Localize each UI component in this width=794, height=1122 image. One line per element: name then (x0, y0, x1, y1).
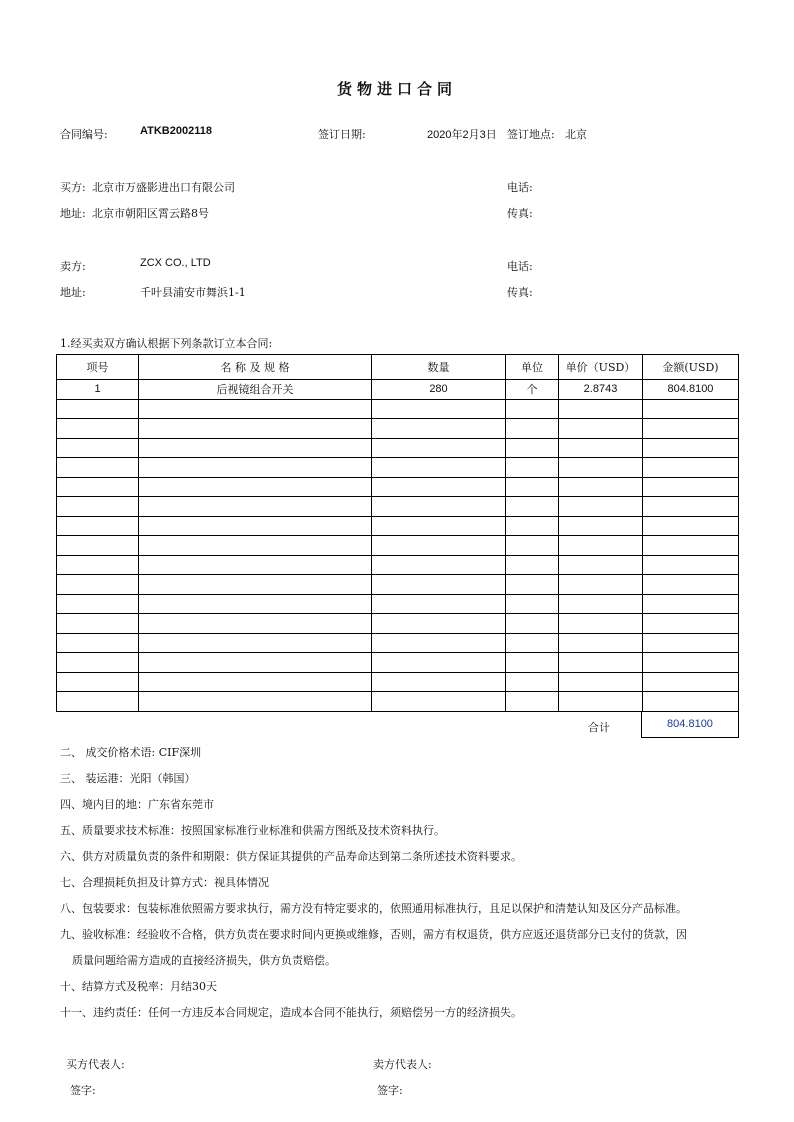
table-row-empty (57, 594, 739, 614)
clause-7: 七、合理损耗负担及计算方式：视具体情况 (60, 876, 269, 889)
table-cell-empty (643, 575, 739, 595)
clause-2: 二、 成交价格术语: CIF深圳 (60, 746, 202, 759)
table-cell-empty (506, 614, 559, 634)
clause-9-continued: 质量问题给需方造成的直接经济损失，供方负责赔偿。 (72, 954, 336, 967)
table-row-empty (57, 419, 739, 439)
table-cell-empty (57, 536, 139, 556)
table-cell-empty (559, 614, 643, 634)
table-cell-empty (139, 555, 372, 575)
contract-no: ATKB2002118 (140, 125, 212, 137)
clause-8: 八、包装要求：包装标准依照需方要求执行，需方没有特定要求的，依照通用标准执行，且足以保护和清楚认知及区分产品标准。 (60, 902, 687, 915)
col-header-name-spec: 名 称 及 规 格 (139, 355, 372, 380)
table-cell-empty (372, 653, 506, 673)
table-cell-empty (559, 536, 643, 556)
table-cell-empty (643, 692, 739, 712)
table-cell-empty (559, 438, 643, 458)
table-cell-empty (643, 497, 739, 517)
buyer-phone-label: 电话: (507, 181, 533, 194)
table-cell-empty (506, 672, 559, 692)
table-cell-empty (57, 614, 139, 634)
cell-amount: 804.8100 (643, 380, 739, 400)
table-cell-empty (372, 458, 506, 478)
seller-signature-label: 签字: (377, 1084, 403, 1097)
table-cell-empty (372, 672, 506, 692)
table-row-empty (57, 633, 739, 653)
table-cell-empty (643, 633, 739, 653)
cell-item-no: 1 (57, 380, 139, 400)
table-cell-empty (643, 516, 739, 536)
table-cell-empty (57, 555, 139, 575)
buyer-fax-label: 传真: (507, 207, 533, 220)
seller-fax-label: 传真: (507, 286, 533, 299)
table-cell-empty (643, 614, 739, 634)
table-cell-empty (139, 438, 372, 458)
table-cell-empty (372, 419, 506, 439)
table-row-empty (57, 399, 739, 419)
table-cell-empty (506, 653, 559, 673)
table-row-empty (57, 497, 739, 517)
table-cell-empty (372, 497, 506, 517)
table-cell-empty (506, 575, 559, 595)
seller-name: ZCX CO., LTD (140, 257, 211, 269)
table-cell-empty (643, 536, 739, 556)
table-cell-empty (506, 536, 559, 556)
table-cell-empty (57, 477, 139, 497)
table-cell-empty (57, 399, 139, 419)
table-cell-empty (559, 458, 643, 478)
clause-4: 四、境内目的地：广东省东莞市 (60, 798, 214, 811)
table-cell-empty (139, 672, 372, 692)
table-row-empty (57, 536, 739, 556)
table-row-empty (57, 516, 739, 536)
table-cell-empty (559, 692, 643, 712)
contract-intro: 1.经买卖双方确认根据下列条款订立本合同: (60, 337, 273, 350)
table-cell-empty (57, 497, 139, 517)
table-cell-empty (506, 692, 559, 712)
table-cell-empty (559, 477, 643, 497)
table-cell-empty (139, 516, 372, 536)
table-cell-empty (139, 653, 372, 673)
clause-11: 十一、违约责任：任何一方违反本合同规定，造成本合同不能执行，须赔偿另一方的经济损失。 (60, 1006, 522, 1019)
cell-quantity: 280 (372, 380, 506, 400)
table-cell-empty (139, 399, 372, 419)
table-cell-empty (506, 458, 559, 478)
table-row-empty (57, 555, 739, 575)
table-row-empty (57, 438, 739, 458)
seller-label: 卖方: (60, 260, 86, 273)
table-cell-empty (372, 614, 506, 634)
table-cell-empty (506, 555, 559, 575)
table-cell-empty (506, 419, 559, 439)
table-cell-empty (139, 477, 372, 497)
table-cell-empty (139, 614, 372, 634)
table-cell-empty (559, 653, 643, 673)
table-cell-empty (139, 536, 372, 556)
table-cell-empty (372, 633, 506, 653)
clause-6: 六、供方对质量负责的条件和期限：供方保证其提供的产品寿命达到第二条所述技术资料要求。 (60, 850, 522, 863)
col-header-unit-price: 单价（USD） (559, 355, 643, 380)
table-cell-empty (506, 516, 559, 536)
sign-date-label: 签订日期: (318, 128, 366, 141)
table-cell-empty (506, 477, 559, 497)
table-cell-empty (139, 575, 372, 595)
table-cell-empty (139, 594, 372, 614)
buyer-representative-label: 买方代表人: (66, 1058, 125, 1071)
table-cell-empty (139, 497, 372, 517)
table-cell-empty (139, 692, 372, 712)
table-cell-empty (372, 438, 506, 458)
table-cell-empty (139, 419, 372, 439)
seller-address: 千叶县浦安市舞浜1-1 (140, 286, 246, 299)
table-cell-empty (559, 594, 643, 614)
table-cell-empty (506, 633, 559, 653)
table-cell-empty (372, 399, 506, 419)
table-cell-empty (559, 633, 643, 653)
buyer-name: 北京市万盛影进出口有限公司 (92, 181, 235, 194)
table-cell-empty (559, 497, 643, 517)
table-cell-empty (506, 438, 559, 458)
table-cell-empty (559, 555, 643, 575)
table-row-empty (57, 692, 739, 712)
table-cell-empty (57, 438, 139, 458)
table-cell-empty (57, 594, 139, 614)
table-cell-empty (372, 536, 506, 556)
table-cell-empty (57, 653, 139, 673)
cell-unit: 个 (506, 380, 559, 400)
table-row-empty (57, 614, 739, 634)
col-header-item-no: 项号 (57, 355, 139, 380)
table-cell-empty (643, 555, 739, 575)
table-cell-empty (506, 399, 559, 419)
col-header-amount: 金额(USD) (643, 355, 739, 380)
buyer-address: 北京市朝阳区霄云路8号 (92, 207, 209, 220)
cell-name-spec: 后视镜组合开关 (139, 380, 372, 400)
contract-title: 货物进口合同 (336, 80, 457, 98)
seller-representative-label: 卖方代表人: (373, 1058, 432, 1071)
cell-unit-price: 2.8743 (559, 380, 643, 400)
table-cell-empty (57, 692, 139, 712)
buyer-address-label: 地址: (60, 207, 86, 220)
table-cell-empty (506, 497, 559, 517)
table-header-row (57, 355, 739, 380)
table-cell-empty (643, 438, 739, 458)
table-cell-empty (643, 419, 739, 439)
table-cell-empty (372, 477, 506, 497)
clause-3: 三、 装运港：光阳（韩国） (60, 772, 196, 785)
table-row (57, 380, 739, 400)
clause-9: 九、验收标准：经验收不合格，供方负责在要求时间内更换或维修，否则，需方有权退货，供方应返还退货部分已支付的货款，因 (60, 928, 687, 941)
table-cell-empty (643, 458, 739, 478)
clause-5: 五、质量要求技术标准：按照国家标准行业标准和供需方图纸及技术资料执行。 (60, 824, 445, 837)
table-cell-empty (57, 458, 139, 478)
table-cell-empty (559, 419, 643, 439)
buyer-signature-label: 签字: (70, 1084, 96, 1097)
sign-date: 2020年2月3日 (427, 129, 497, 141)
table-cell-empty (372, 575, 506, 595)
table-cell-empty (139, 633, 372, 653)
sign-place: 北京 (565, 128, 587, 141)
buyer-label: 买方: (60, 181, 86, 194)
table-cell-empty (559, 399, 643, 419)
table-row-empty (57, 477, 739, 497)
total-label: 合计 (588, 721, 610, 734)
table-cell-empty (643, 653, 739, 673)
table-cell-empty (139, 458, 372, 478)
table-cell-empty (57, 516, 139, 536)
table-cell-empty (643, 399, 739, 419)
total-amount: 804.8100 (641, 712, 739, 738)
goods-table (56, 354, 739, 712)
table-row-empty (57, 653, 739, 673)
table-cell-empty (643, 477, 739, 497)
table-row-empty (57, 458, 739, 478)
col-header-unit: 单位 (506, 355, 559, 380)
table-cell-empty (57, 672, 139, 692)
seller-address-label: 地址: (60, 286, 86, 299)
table-row-empty (57, 575, 739, 595)
table-cell-empty (57, 419, 139, 439)
contract-no-label: 合同编号: (60, 128, 108, 141)
clause-10: 十、结算方式及税率：月结30天 (60, 980, 217, 993)
table-cell-empty (57, 633, 139, 653)
table-cell-empty (559, 516, 643, 536)
table-cell-empty (372, 516, 506, 536)
table-row-empty (57, 672, 739, 692)
seller-phone-label: 电话: (507, 260, 533, 273)
table-cell-empty (559, 672, 643, 692)
table-cell-empty (559, 575, 643, 595)
sign-place-label: 签订地点: (507, 128, 555, 141)
table-cell-empty (372, 594, 506, 614)
table-cell-empty (372, 555, 506, 575)
col-header-quantity: 数量 (372, 355, 506, 380)
table-cell-empty (643, 594, 739, 614)
table-cell-empty (506, 594, 559, 614)
table-cell-empty (643, 672, 739, 692)
table-cell-empty (57, 575, 139, 595)
table-cell-empty (372, 692, 506, 712)
